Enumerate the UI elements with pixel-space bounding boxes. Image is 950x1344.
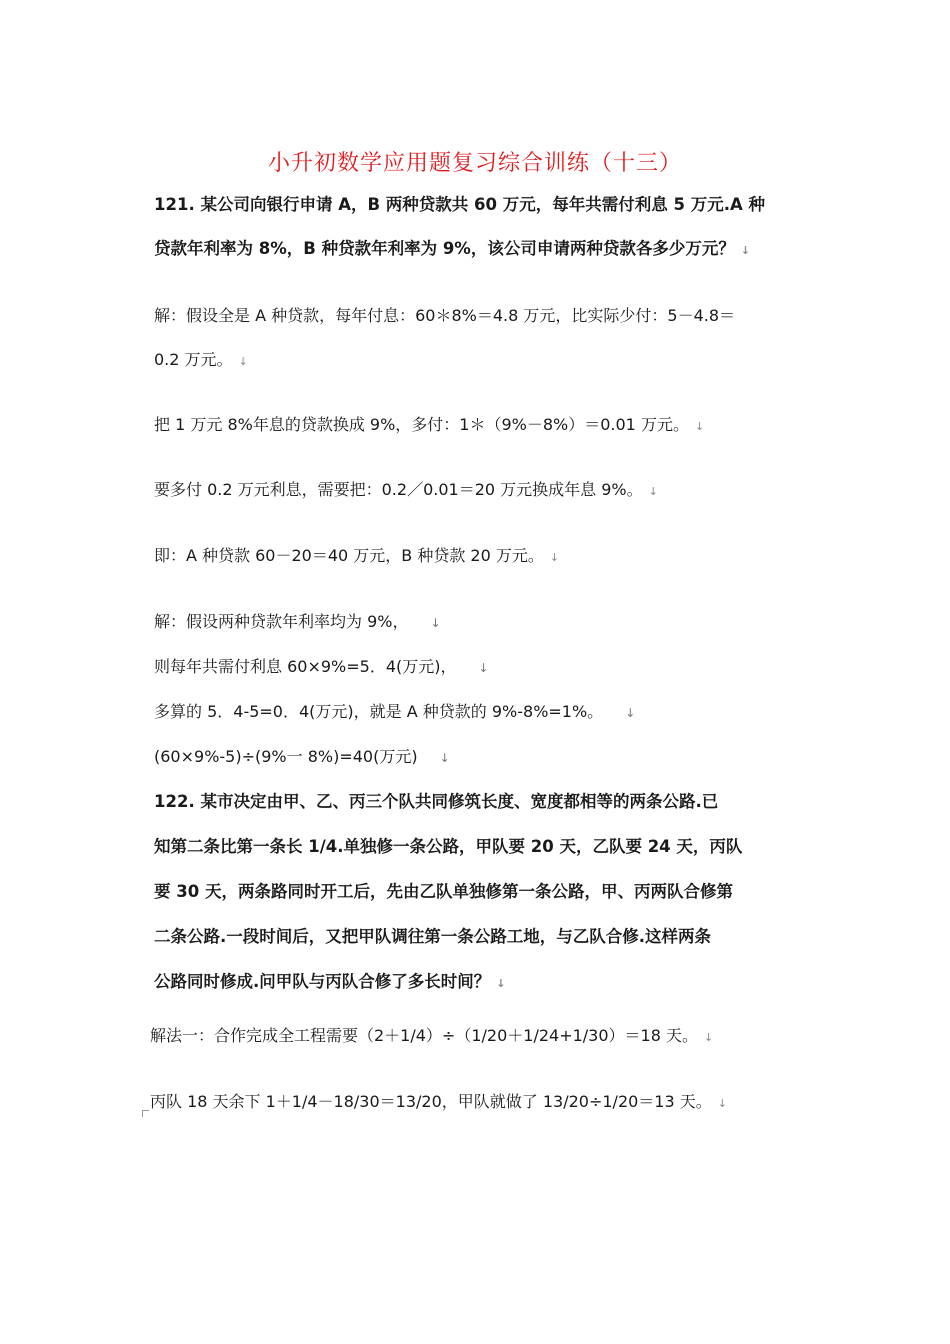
paragraph-mark: ↓ bbox=[238, 355, 248, 368]
page-title: 小升初数学应用题复习综合训练（十三） bbox=[267, 151, 682, 176]
problem-122-line-4 bbox=[154, 926, 711, 948]
margin-corner-mark bbox=[142, 1110, 149, 1117]
solution-1-line-1 bbox=[154, 305, 735, 327]
problem-121-line-2 bbox=[154, 238, 750, 262]
problem-text: 贷款年利率为 8%，B 种贷款年利率为 9%，该公司申请两种贷款各多少万元？ bbox=[154, 239, 735, 258]
solution-1-line-3 bbox=[154, 414, 704, 438]
solution-122-line-1 bbox=[150, 1025, 713, 1049]
solution-text: 丙队 18 天余下 1＋1/4－18/30＝13/20，甲队就做了 13/20÷1/20＝13 天。 bbox=[150, 1092, 712, 1111]
line-break-arrow-icon: ↓ bbox=[439, 751, 450, 765]
problem-122-line-1 bbox=[154, 791, 718, 813]
problem-121-line-1 bbox=[154, 194, 765, 216]
solution-2-line-2 bbox=[154, 656, 489, 679]
problem-text: 122. 某市决定由甲、乙、丙三个队共同修筑长度、宽度都相等的两条公路.已 bbox=[154, 792, 719, 811]
solution-1-line-5 bbox=[154, 545, 559, 569]
paragraph-mark: ↓ bbox=[740, 244, 751, 257]
problem-text: 121. 某公司向银行申请 A，B 两种贷款共 60 万元，每年共需付利息 5 万元.A 种 bbox=[154, 195, 765, 214]
solution-1-line-4 bbox=[154, 479, 658, 503]
paragraph-mark: ↓ bbox=[648, 485, 658, 498]
solution-text: 把 1 万元 8%年息的贷款换成 9%，多付：1＊（9%－8%）＝0.01 万元。 bbox=[154, 415, 689, 434]
solution-122-line-2 bbox=[150, 1091, 727, 1115]
solution-2-line-4 bbox=[154, 746, 450, 769]
problem-122-line-3 bbox=[154, 881, 733, 903]
problem-text: 二条公路.一段时间后，又把甲队调往第一条公路工地，与乙队合修.这样两条 bbox=[154, 927, 712, 946]
paragraph-mark: ↓ bbox=[549, 551, 560, 564]
line-break-arrow-icon: ↓ bbox=[478, 661, 489, 675]
problem-122-line-5 bbox=[154, 971, 506, 995]
line-break-arrow-icon: ↓ bbox=[625, 706, 636, 720]
problem-text: 要 30 天，两条路同时开工后，先由乙队单独修第一条公路，甲、丙两队合修第 bbox=[154, 882, 733, 901]
solution-text: (60×9%-5)÷(9%一 8%)=40(万元) bbox=[154, 747, 418, 766]
solution-text: 多算的 5．4-5=0．4(万元)，就是 A 种贷款的 9%-8%=1%。 bbox=[154, 702, 604, 721]
solution-2-line-1 bbox=[154, 611, 441, 634]
paragraph-mark: ↓ bbox=[703, 1031, 714, 1044]
line-break-arrow-icon: ↓ bbox=[430, 616, 441, 630]
paragraph-mark: ↓ bbox=[694, 420, 705, 433]
solution-text: 即：A 种贷款 60－20＝40 万元，B 种贷款 20 万元。 bbox=[154, 546, 544, 565]
paragraph-mark: ↓ bbox=[496, 977, 506, 990]
solution-2-line-3 bbox=[154, 701, 635, 724]
solution-text: 要多付 0.2 万元利息，需要把：0.2／0.01＝20 万元换成年息 9%。 bbox=[154, 480, 643, 499]
solution-text: 解：假设全是 A 种贷款，每年付息：60＊8%＝4.8 万元，比实际少付：5－4.8＝ bbox=[154, 306, 736, 325]
problem-text: 知第二条比第一条长 1/4.单独修一条公路，甲队要 20 天，乙队要 24 天，丙队 bbox=[154, 837, 743, 856]
solution-1-line-2 bbox=[154, 349, 248, 373]
problem-122-line-2 bbox=[154, 836, 742, 858]
paragraph-mark: ↓ bbox=[717, 1097, 727, 1110]
solution-text: 则每年共需付利息 60×9%=5．4(万元)， bbox=[154, 657, 457, 676]
problem-text: 公路同时修成.问甲队与丙队合修了多长时间？ bbox=[154, 972, 491, 991]
solution-text: 解：假设两种贷款年利率均为 9%， bbox=[154, 612, 409, 631]
solution-text: 0.2 万元。 bbox=[154, 350, 233, 369]
solution-text: 解法一：合作完成全工程需要（2＋1/4）÷（1/20＋1/24+1/30）＝18 天。 bbox=[150, 1026, 698, 1045]
